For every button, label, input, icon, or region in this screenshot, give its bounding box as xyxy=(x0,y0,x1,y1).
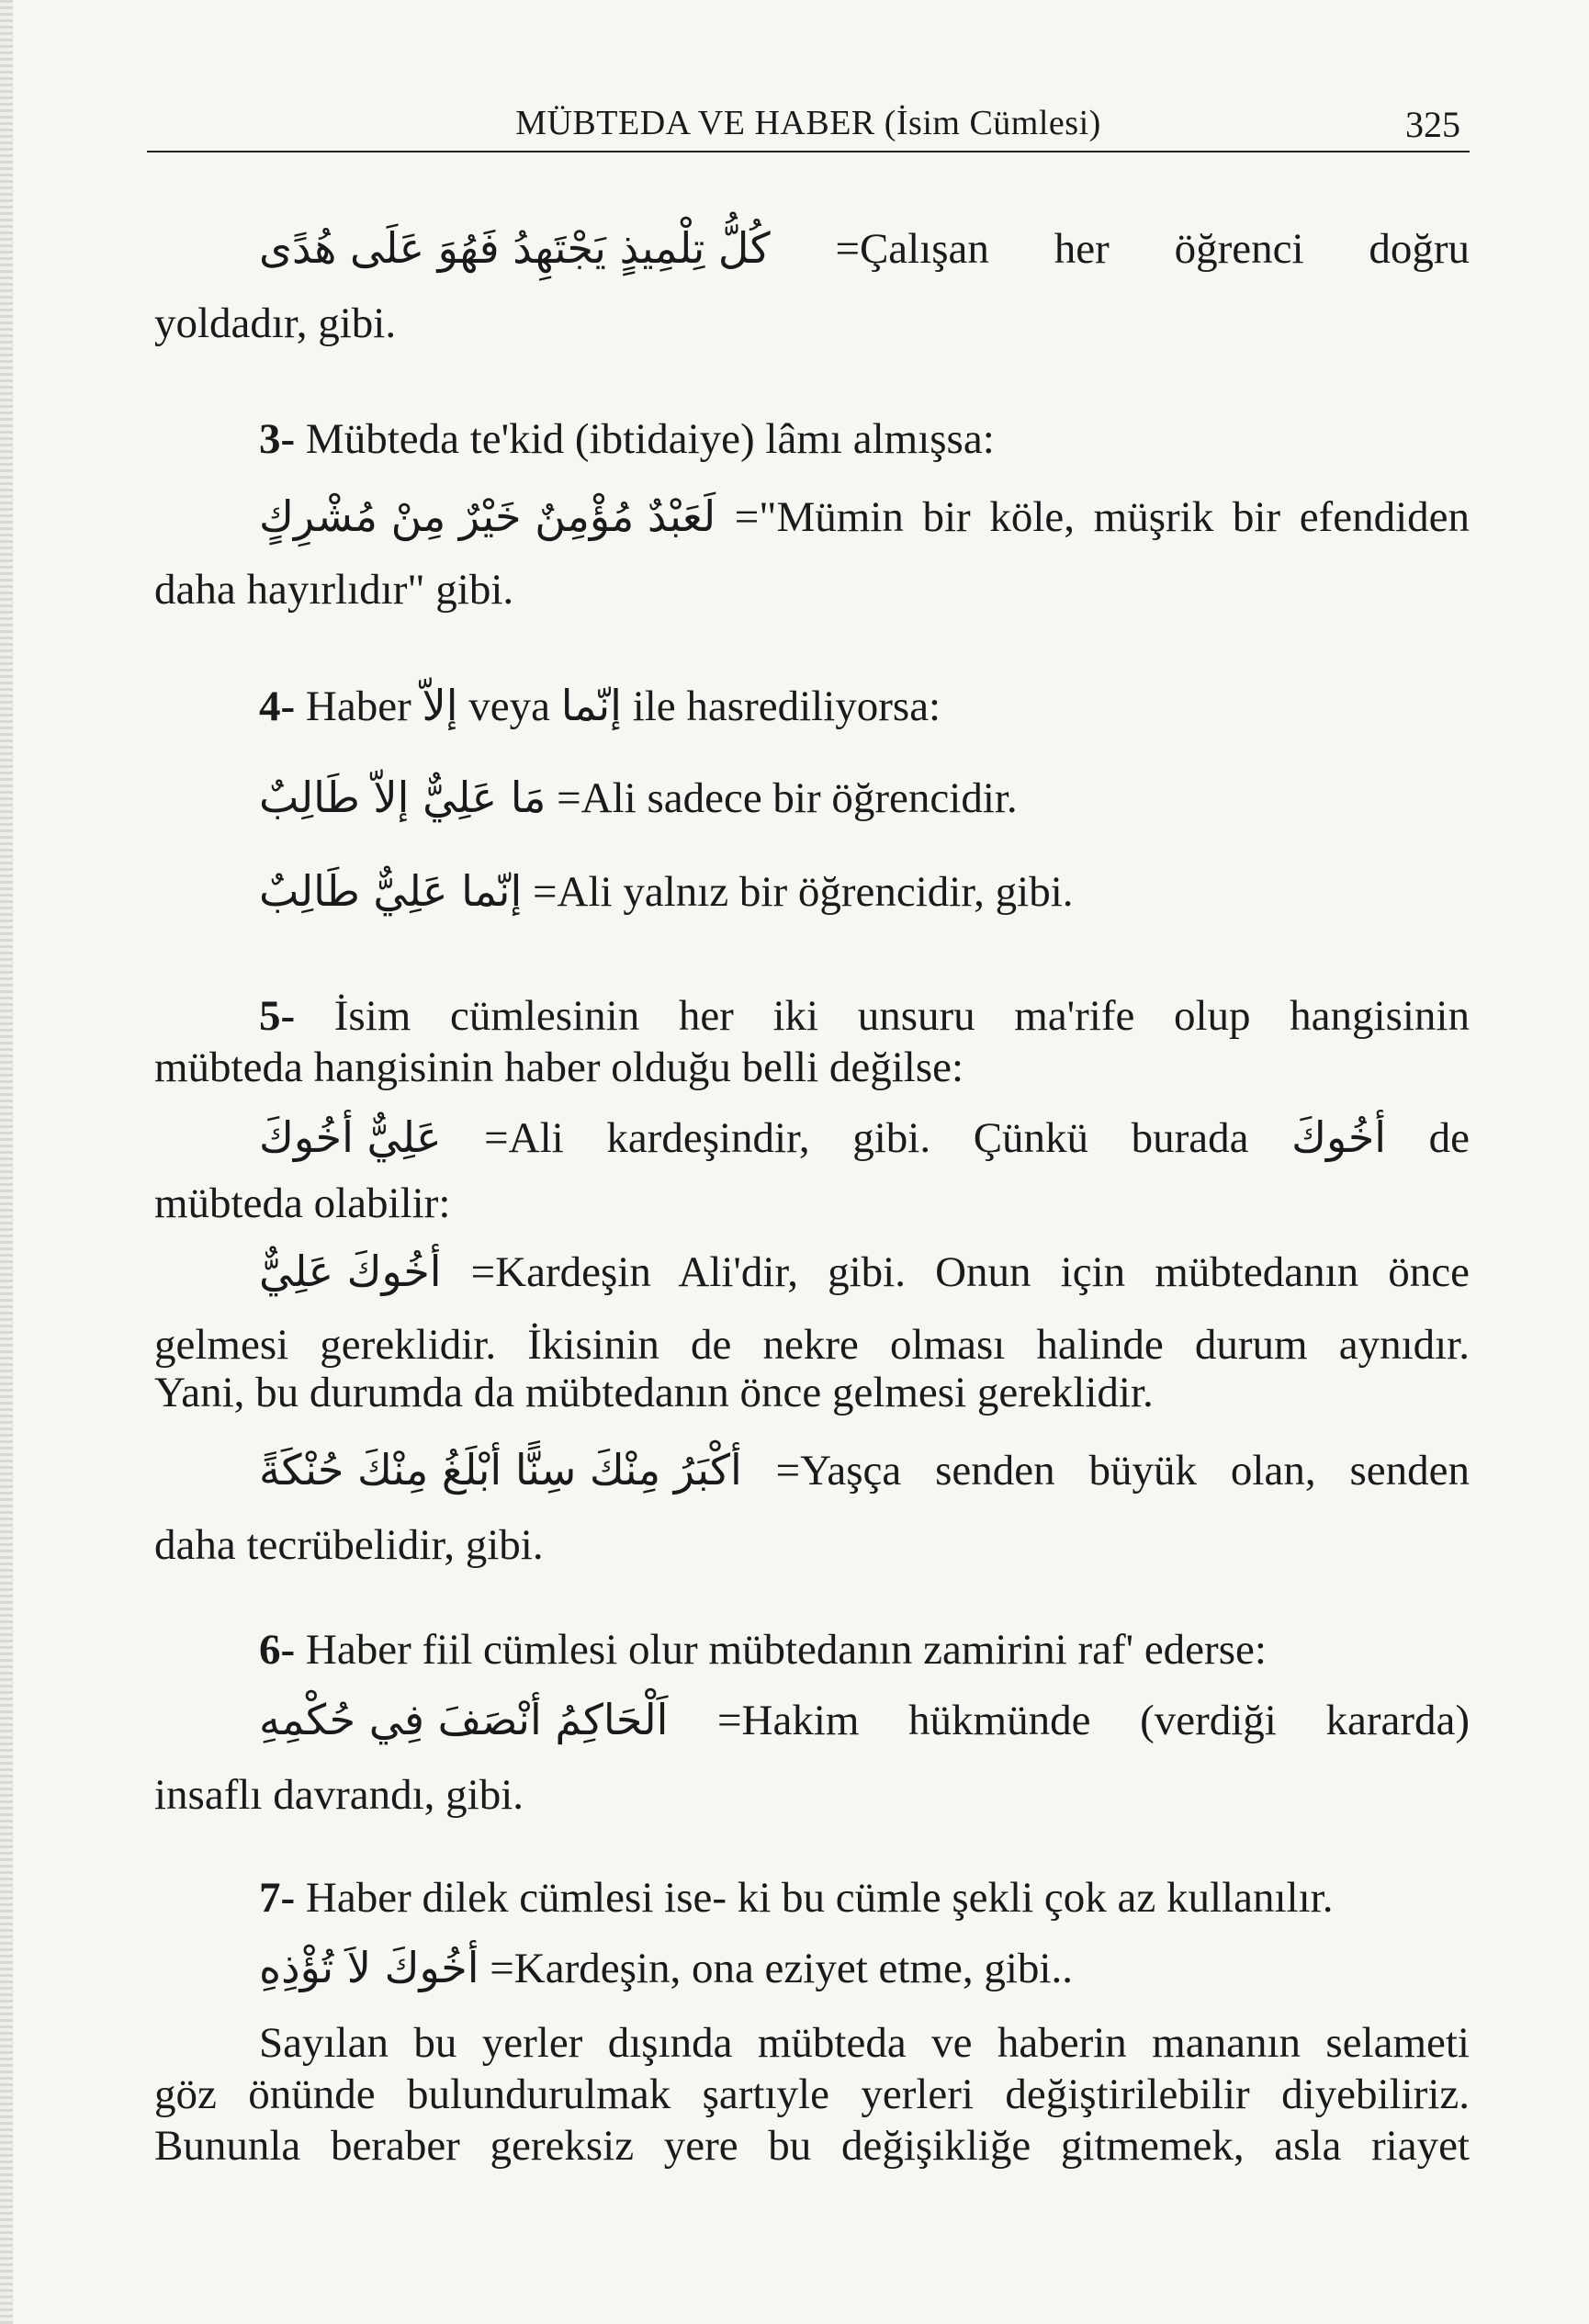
line-text: daha hayırlıdır" gibi. xyxy=(154,566,514,614)
arabic-example: كُلُّ تِلْمِيذٍ يَجْتَهِدُ فَهُوَ عَلَى هُدًى xyxy=(259,223,771,273)
line-text: Sayılan bu yerler dışında mübteda ve haberin mananın selameti xyxy=(259,2019,1470,2067)
translation-text: =Kardeşin Ali'dir, gibi. Onun için mübtedanın önce xyxy=(470,1248,1470,1296)
heading-text: Haber xyxy=(295,683,423,730)
arabic-example: أخُوكَ لاَ تُؤْذِهِ xyxy=(259,1943,479,1992)
page-header xyxy=(147,103,1470,162)
item-number: 3- xyxy=(259,415,296,463)
example-line xyxy=(259,1692,1470,1748)
heading-text: veya xyxy=(457,683,561,730)
arabic-example: عَلِيٌّ أخُوكَ xyxy=(259,1112,442,1162)
example-line xyxy=(259,489,1470,545)
line-text: Bununla beraber gereksiz yere bu değişikliğe gitmemek, asla riayet xyxy=(154,2122,1470,2170)
paragraph-line xyxy=(154,2067,1470,2122)
text-line xyxy=(154,1317,1470,1372)
section-heading-5 xyxy=(259,988,1470,1044)
text-line xyxy=(154,1040,1470,1095)
example-line xyxy=(259,1244,1470,1300)
item-number: 4- xyxy=(259,683,296,730)
arabic-word: إلاّ xyxy=(422,681,458,730)
translation-text: =Hakim hükmünde (verdiği kararda) xyxy=(717,1697,1470,1744)
section-heading-4 xyxy=(259,678,1470,734)
arabic-example: لَعَبْدٌ مُؤْمِنٌ خَيْرٌ مِنْ مُشْرِكٍ xyxy=(259,491,716,541)
example-line xyxy=(259,863,1470,919)
section-heading-6 xyxy=(259,1622,1470,1677)
translation-text: =Çalışan her öğrenci doğru xyxy=(835,225,1470,273)
line-text: mübteda hangisinin haber olduğu belli değilse: xyxy=(154,1044,964,1091)
text-line xyxy=(154,1176,1470,1231)
arabic-example: إنّما عَلِيٌّ طَالِبٌ xyxy=(259,866,523,916)
text-line xyxy=(154,1767,1470,1822)
arabic-example: أكْبَرُ مِنْكَ سِنًّا أبْلَغُ مِنْكَ حُنْكَةً xyxy=(259,1445,742,1495)
translation-text: =Ali yalnız bir öğrencidir, gibi. xyxy=(533,868,1074,916)
arabic-example: اَلْحَاكِمُ أنْصَفَ فِي حُكْمِهِ xyxy=(259,1695,669,1744)
line-text: göz önünde bulundurulmak şartıyle yerleri değiştirilebilir diyebiliriz. xyxy=(154,2070,1470,2118)
example-line xyxy=(259,770,1470,826)
header-rule xyxy=(147,151,1470,152)
text-line xyxy=(154,562,1470,617)
heading-text: ile hasrediliyorsa: xyxy=(621,683,941,730)
example-line xyxy=(259,220,1470,276)
line-text: insaflı davrandı, gibi. xyxy=(154,1771,524,1819)
paragraph-line xyxy=(154,2118,1470,2173)
translation-text: =Kardeşin, ona eziyet etme, gibi.. xyxy=(490,1945,1073,1992)
line-text: Yani, bu durumda da mübtedanın önce gelmesi gereklidir. xyxy=(154,1369,1154,1416)
text-line xyxy=(154,296,1470,351)
example-line xyxy=(259,1442,1470,1498)
text-line xyxy=(154,1517,1470,1573)
page-number: 325 xyxy=(1405,104,1460,145)
heading-text: Haber dilek cümlesi ise- ki bu cümle şekli çok az kullanılır. xyxy=(295,1874,1334,1922)
arabic-example: مَا عَلِيٌّ إلاّ طَالِبٌ xyxy=(259,773,547,822)
line-text: yoldadır, gibi. xyxy=(154,299,397,347)
example-line xyxy=(259,1940,1470,1996)
item-number: 6- xyxy=(259,1626,296,1674)
arabic-word: أخُوكَ xyxy=(1291,1112,1387,1162)
section-heading-7 xyxy=(259,1870,1470,1925)
line-text: daha tecrübelidir, gibi. xyxy=(154,1521,544,1569)
line-text: gelmesi gereklidir. İkisinin de nekre olması halinde durum aynıdır. xyxy=(154,1321,1470,1369)
text-line xyxy=(154,1365,1470,1420)
translation-text: ="Mümin bir köle, müşrik bir efendiden xyxy=(734,493,1470,541)
arabic-word: إنّما xyxy=(560,681,622,730)
translation-text: =Yaşça senden büyük olan, senden xyxy=(775,1447,1471,1495)
item-number: 7- xyxy=(259,1874,296,1922)
translation-text: de xyxy=(1428,1114,1471,1162)
arabic-example: أخُوكَ عَلِيٌّ xyxy=(259,1247,442,1296)
translation-text: =Ali sadece bir öğrencidir. xyxy=(557,774,1018,822)
heading-text: İsim cümlesinin her iki unsuru ma'rife olup hangisinin xyxy=(295,992,1470,1040)
section-heading-3 xyxy=(259,412,1470,467)
example-line xyxy=(259,1110,1470,1166)
heading-text: Mübteda te'kid (ibtidaiye) lâmı almışsa: xyxy=(295,415,995,463)
paragraph-line xyxy=(259,2015,1470,2070)
scan-page-edge xyxy=(0,0,13,2324)
heading-text: Haber fiil cümlesi olur mübtedanın zamirini raf' ederse: xyxy=(295,1626,1267,1674)
item-number: 5- xyxy=(259,992,296,1040)
line-text: mübteda olabilir: xyxy=(154,1179,451,1227)
translation-text: =Ali kardeşindir, gibi. Çünkü burada xyxy=(484,1114,1249,1162)
running-title: MÜBTEDA VE HABER (İsim Cümlesi) xyxy=(515,104,1101,142)
